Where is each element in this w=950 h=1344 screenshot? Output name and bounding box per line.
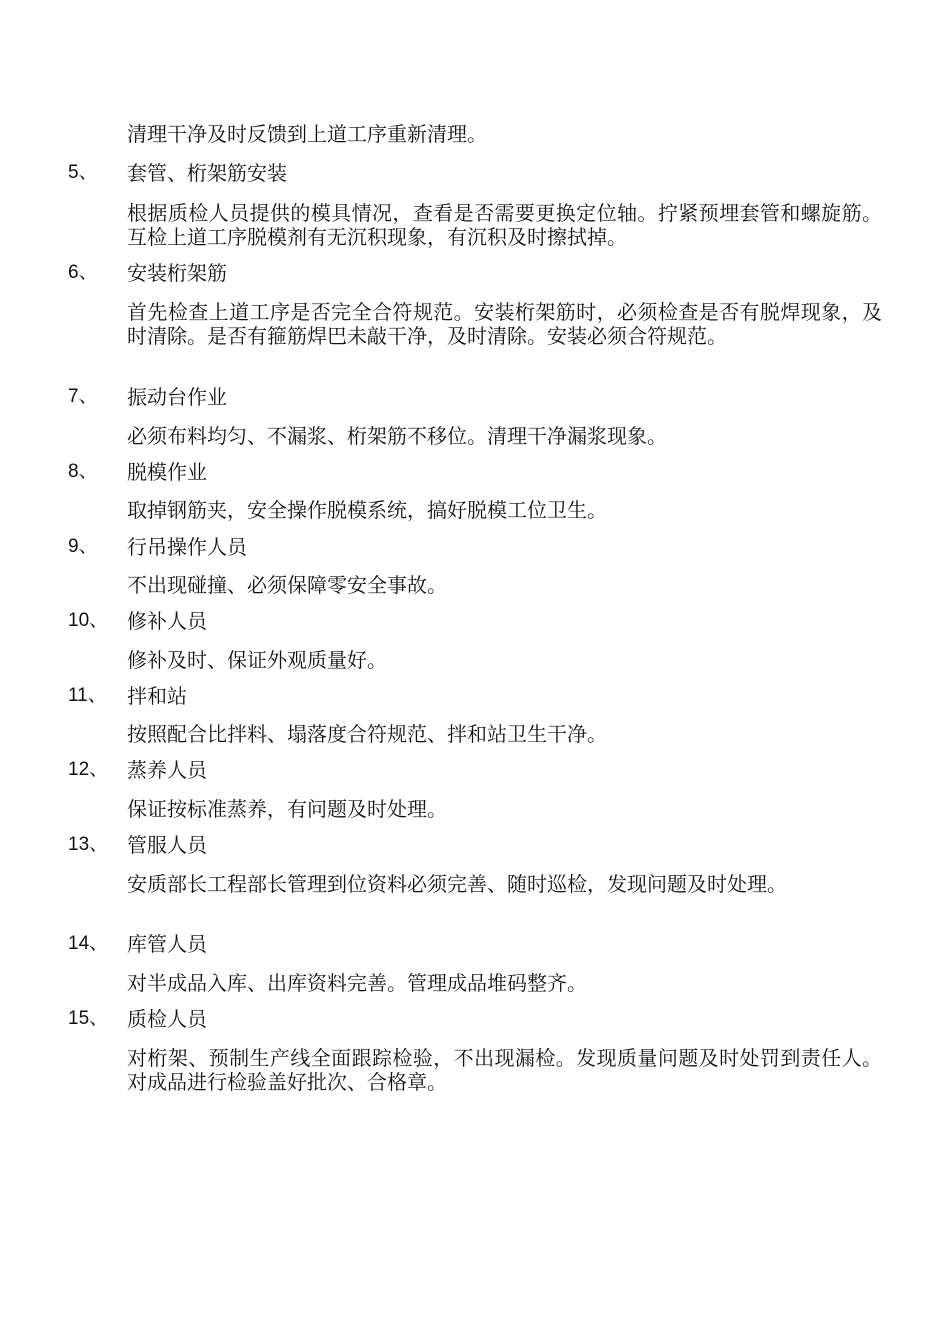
item-title: 脱模作业 (127, 460, 207, 484)
item-title: 安装桁架筋 (127, 261, 227, 285)
item-number: 12、 (68, 759, 109, 780)
item-body: 不出现碰撞、必须保障零安全事故。 (127, 573, 447, 597)
item-body: 按照配合比拌料、塌落度合符规范、拌和站卫生干净。 (127, 722, 607, 746)
item-number: 9、 (68, 536, 98, 557)
item-title: 管服人员 (127, 833, 207, 857)
item-number: 5、 (68, 162, 98, 183)
item-body: 对桁架、预制生产线全面跟踪检验，不出现漏检。发现质量问题及时处罚到责任人。对成品进行检验盖好批次、合格章。 (127, 1046, 882, 1094)
item-body: 安质部长工程部长管理到位资料必须完善、随时巡检，发现问题及时处理。 (127, 872, 787, 896)
item-body: 保证按标准蒸养，有问题及时处理。 (127, 797, 447, 821)
item-title: 套管、桁架筋安装 (127, 161, 287, 185)
continued-paragraph: 清理干净及时反馈到上道工序重新清理。 (127, 122, 487, 146)
item-number: 10、 (68, 610, 109, 631)
item-body: 修补及时、保证外观质量好。 (127, 648, 387, 672)
item-body: 对半成品入库、出库资料完善。管理成品堆码整齐。 (127, 971, 587, 995)
item-number: 13、 (68, 834, 109, 855)
item-number: 6、 (68, 262, 98, 283)
item-number: 11、 (68, 685, 107, 706)
item-title: 质检人员 (127, 1007, 207, 1031)
item-number: 8、 (68, 461, 98, 482)
item-title: 振动台作业 (127, 385, 227, 409)
item-number: 7、 (68, 386, 98, 407)
item-title: 拌和站 (127, 684, 187, 708)
item-title: 库管人员 (127, 932, 207, 956)
item-body: 首先检查上道工序是否完全合符规范。安装桁架筋时，必须检查是否有脱焊现象，及时清除。是否有箍筋焊巴未敲干净，及时清除。安装必须合符规范。 (127, 300, 882, 348)
item-body: 必须布料均匀、不漏浆、桁架筋不移位。清理干净漏浆现象。 (127, 424, 667, 448)
item-body: 根据质检人员提供的模具情况，查看是否需要更换定位轴。拧紧预埋套管和螺旋筋。互检上道工序脱模剂有无沉积现象，有沉积及时擦拭掉。 (127, 201, 882, 249)
item-title: 蒸养人员 (127, 758, 207, 782)
item-number: 15、 (68, 1008, 109, 1029)
item-body: 取掉钢筋夹，安全操作脱模系统，搞好脱模工位卫生。 (127, 498, 607, 522)
item-number: 14、 (68, 933, 109, 954)
item-title: 修补人员 (127, 609, 207, 633)
item-title: 行吊操作人员 (127, 535, 247, 559)
